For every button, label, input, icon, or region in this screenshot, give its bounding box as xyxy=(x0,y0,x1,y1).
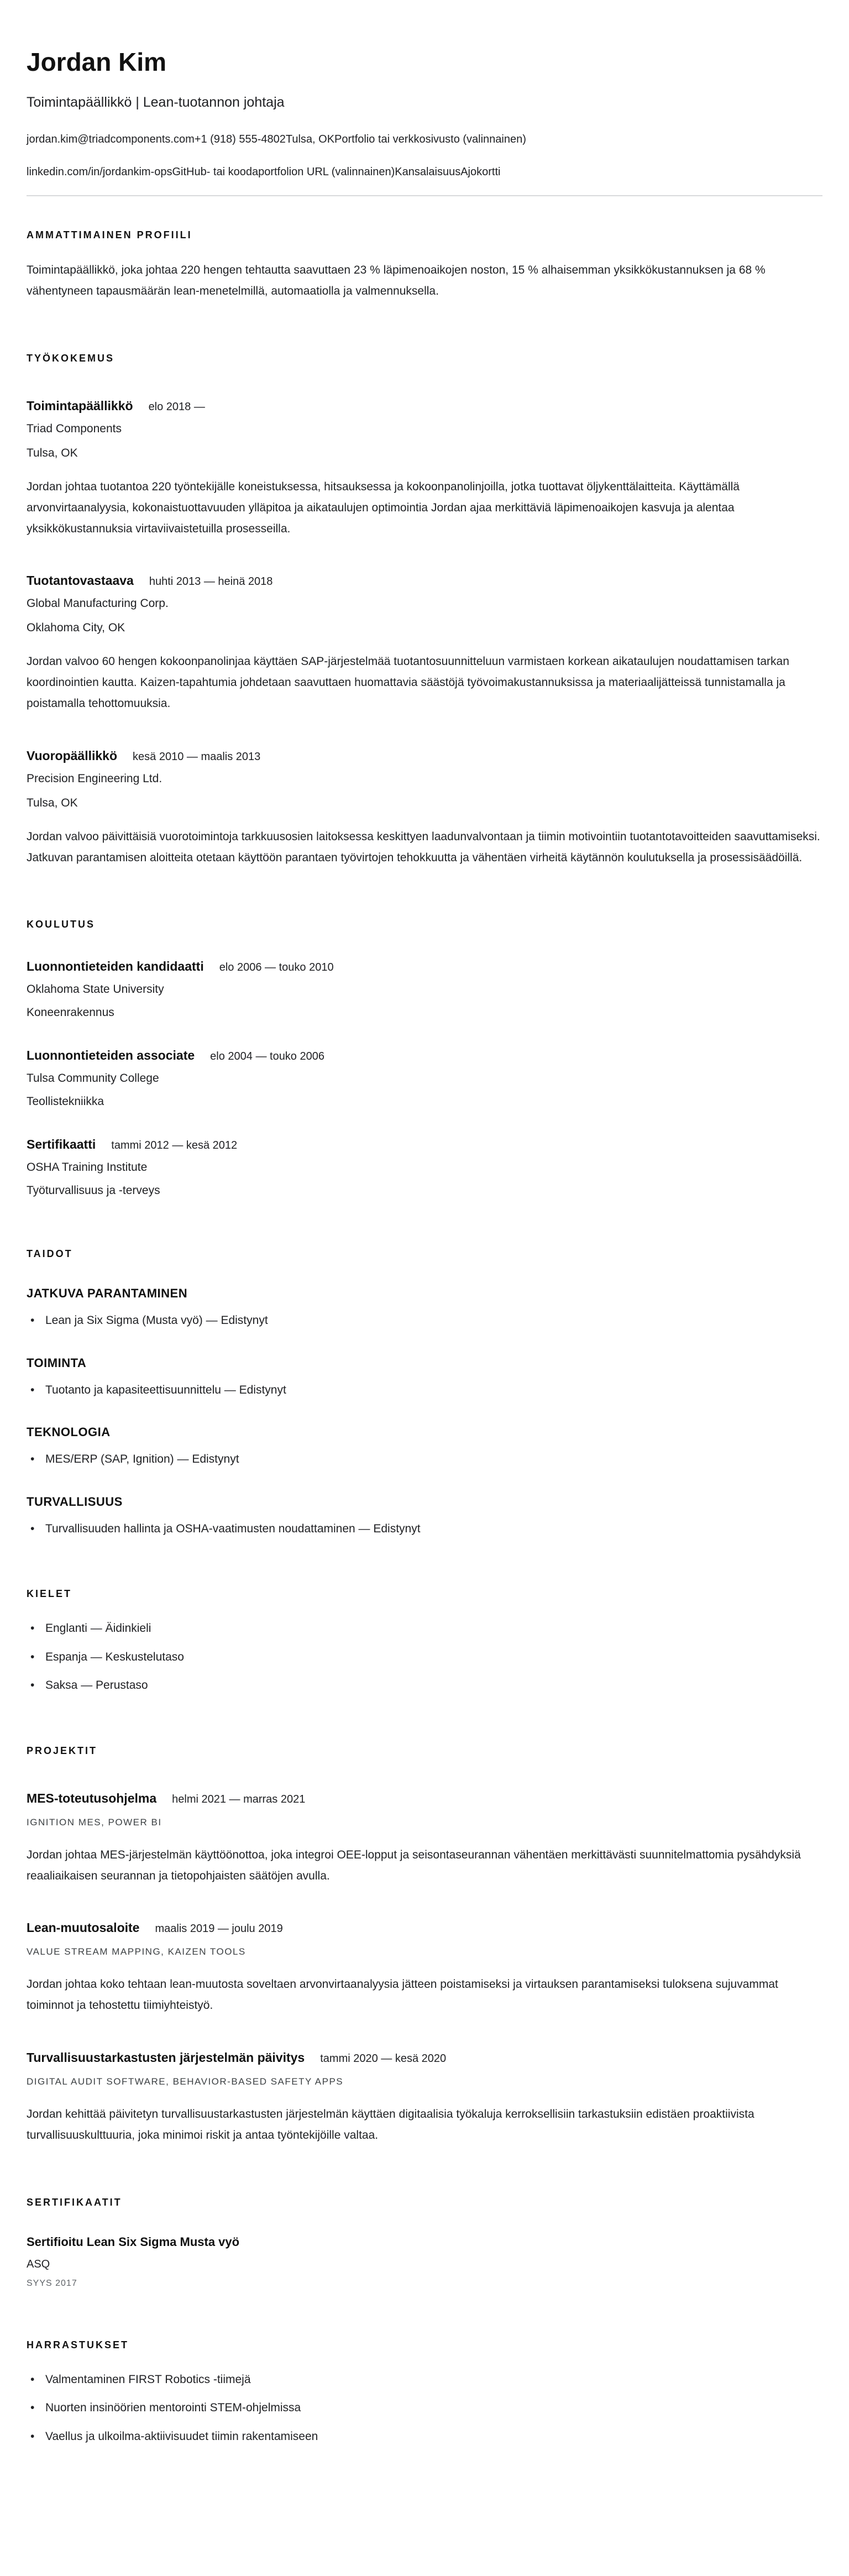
education-header xyxy=(27,1137,822,1152)
job-company: Global Manufacturing Corp. xyxy=(27,597,169,610)
skill-group-name: JATKUVA PARANTAMINEN xyxy=(27,1286,188,1301)
job-title: Toimintapäällikkö xyxy=(27,398,133,413)
field-of-study: Työturvallisuus ja -terveys xyxy=(27,1184,160,1197)
job-header xyxy=(27,573,822,588)
project-header xyxy=(27,1791,822,1806)
language-item: • Englanti — Äidinkieli xyxy=(27,1620,822,1637)
job-title: Tuotantovastaava xyxy=(27,573,134,588)
hobby-list xyxy=(27,2371,822,2446)
school-name: Oklahoma State University xyxy=(27,983,164,996)
project-header xyxy=(27,1920,822,1935)
education-entry xyxy=(27,1137,822,1197)
job-dates: kesä 2010 — maalis 2013 xyxy=(133,750,261,763)
skill-list xyxy=(27,1381,822,1399)
degree-dates: elo 2006 — touko 2010 xyxy=(219,961,334,974)
skill-list xyxy=(27,1312,822,1329)
skill-group xyxy=(27,1495,822,1538)
skill-group xyxy=(27,1425,822,1468)
header-divider xyxy=(27,195,822,196)
section-heading-education: KOULUTUS xyxy=(27,919,95,930)
section-heading-certifications: SERTIFIKAATIT xyxy=(27,2196,122,2208)
degree-title: Luonnontieteiden kandidaatti xyxy=(27,959,204,974)
job-description: Jordan valvoo päivittäisiä vuorotoimintoja tarkkuusosien laitoksessa keskittyen laadunvalvontaan ja tiimin motivointiin tuotantotavoitteiden saavuttamiseksi. Jatkuvan parantamisen aloitteita otetaan käyttöön parantaen työvirtojen tehokkuutta ja vähentäen virheitä käytännön koulutuksella ja prosessisäädöillä. xyxy=(27,830,820,864)
project-title: Turvallisuustarkastusten järjestelmän päivitys xyxy=(27,2050,305,2065)
degree-dates: tammi 2012 — kesä 2012 xyxy=(111,1139,238,1152)
project-entry xyxy=(27,2050,822,2146)
education-header xyxy=(27,959,822,974)
section-certifications xyxy=(27,2197,822,2289)
section-experience xyxy=(27,353,822,868)
section-heading-profile: AMMATTIMAINEN PROFIILI xyxy=(27,229,192,241)
certification-issuer: ASQ xyxy=(27,2258,50,2270)
job-entry xyxy=(27,748,822,868)
education-entry xyxy=(27,1048,822,1108)
job-location: Tulsa, OK xyxy=(27,796,78,809)
section-heading-skills: TAIDOT xyxy=(27,1248,73,1260)
hobby-item: • Nuorten insinöörien mentorointi STEM-ohjelmissa xyxy=(27,2399,822,2417)
skill-item: • Lean ja Six Sigma (Musta vyö) — Edistynyt xyxy=(27,1312,822,1329)
project-entry xyxy=(27,1920,822,2016)
skill-item: • Tuotanto ja kapasiteettisuunnittelu — Edistynyt xyxy=(27,1381,822,1399)
job-header xyxy=(27,748,822,763)
education-entry xyxy=(27,959,822,1019)
job-title: Vuoropäällikkö xyxy=(27,748,118,763)
project-title: Lean-muutosaloite xyxy=(27,1920,140,1935)
section-heading-hobbies: HARRASTUKSET xyxy=(27,2339,129,2350)
project-tools: DIGITAL AUDIT SOFTWARE, BEHAVIOR-BASED SAFETY APPS xyxy=(27,2076,344,2087)
project-header xyxy=(27,2050,822,2065)
project-entry xyxy=(27,1791,822,1887)
job-location: Tulsa, OK xyxy=(27,446,78,459)
job-dates: huhti 2013 — heinä 2018 xyxy=(149,575,273,588)
language-item: • Saksa — Perustaso xyxy=(27,1677,822,1694)
contact-line-1: jordan.kim@triadcomponents.com+1 (918) 555-4802Tulsa, OKPortfolio tai verkkosivusto (valinnainen) xyxy=(27,133,526,146)
page-title: Jordan Kim xyxy=(27,48,167,76)
headline: Toimintapäällikkö | Lean-tuotannon johtaja xyxy=(27,94,285,110)
education-header xyxy=(27,1048,822,1063)
job-entry xyxy=(27,573,822,714)
resume-header xyxy=(27,48,822,179)
project-description: Jordan kehittää päivitetyn turvallisuustarkastusten järjestelmän käyttäen digitaalisia työkaluja kerroksellisiin tarkastuksiin edistäen proaktiivista turvallisuuskulttuuria, joka minimoi riskit ja antaa työntekijöille valtaa. xyxy=(27,2108,754,2142)
job-header xyxy=(27,399,822,413)
skill-group-name: TEKNOLOGIA xyxy=(27,1425,111,1439)
field-of-study: Koneenrakennus xyxy=(27,1006,114,1019)
project-description: Jordan johtaa MES-järjestelmän käyttöönottoa, joka integroi OEE-lopput ja seisontaseurannan vähentäen merkittävästi suunnitelmattomia pysähdyksiä reaaliaikaisen seurannan ja tietopohjaisten säätöjen avulla. xyxy=(27,1848,801,1882)
skill-group-name: TURVALLISUUS xyxy=(27,1494,123,1509)
language-item: • Espanja — Keskustelutaso xyxy=(27,1648,822,1666)
certification-date: SYYS 2017 xyxy=(27,2278,77,2288)
language-list xyxy=(27,1620,822,1694)
project-dates: tammi 2020 — kesä 2020 xyxy=(320,2053,447,2065)
section-skills xyxy=(27,1248,822,1537)
degree-dates: elo 2004 — touko 2006 xyxy=(210,1050,324,1063)
section-hobbies xyxy=(27,2339,822,2446)
project-tools: IGNITION MES, POWER BI xyxy=(27,1816,162,1828)
resume-page xyxy=(27,48,822,2445)
skill-item: • MES/ERP (SAP, Ignition) — Edistynyt xyxy=(27,1451,822,1468)
project-tools: VALUE STREAM MAPPING, KAIZEN TOOLS xyxy=(27,1946,246,1957)
field-of-study: Teollistekniikka xyxy=(27,1095,104,1108)
contact-line-2: linkedin.com/in/jordankim-opsGitHub- tai koodaportfolion URL (valinnainen)KansalaisuusAjokortti xyxy=(27,166,501,179)
job-company: Triad Components xyxy=(27,422,122,435)
section-education xyxy=(27,919,822,1197)
job-location: Oklahoma City, OK xyxy=(27,621,125,635)
job-entry xyxy=(27,399,822,539)
skill-list xyxy=(27,1451,822,1468)
profile-summary: Toimintapäällikkö, joka johtaa 220 hengen tehtautta saavuttaen 23 % läpimenoaikojen noston, 15 % alhaisemman yksikkökustannuksen ja 68 % vähentyneen tapausmäärän lean-menetelmillä, automaatiolla ja valmennuksella. xyxy=(27,264,766,298)
degree-title: Luonnontieteiden associate xyxy=(27,1048,195,1063)
project-dates: maalis 2019 — joulu 2019 xyxy=(155,1923,283,1935)
skill-list xyxy=(27,1520,822,1538)
project-title: MES-toteutusohjelma xyxy=(27,1790,157,1805)
skill-group xyxy=(27,1286,822,1329)
section-projects xyxy=(27,1745,822,2146)
section-heading-projects: PROJEKTIT xyxy=(27,1745,98,1756)
job-description: Jordan valvoo 60 hengen kokoonpanolinjaa käyttäen SAP-järjestelmää tuotantosuunnitteluun varmistaen korkean aikataulujen noudattamisen tarkan koordinointien kautta. Kaizen-tapahtumia johdetaan saavuttaen huomattavia säästöjä työvoimakustannuksissa ja materiaalijätteissä tunnistamalla ja poistamalla tehottomuuksia. xyxy=(27,655,789,710)
job-description: Jordan johtaa tuotantoa 220 työntekijälle koneistuksessa, hitsauksessa ja kokoonpanolinjoilla, jotka tuottavat öljykenttälaitteita. Käyttämällä arvonvirtaanalyysia, kokonaistuottavuuden ylläpitoa ja aikataulujen optimointia Jordan ajaa merkittäviä läpimenoaikojen kasvuja ja alentaa yksikkökustannuksia virtaviivaistetuilla prosesseilla. xyxy=(27,480,740,535)
section-profile xyxy=(27,229,822,302)
section-heading-experience: TYÖKOKEMUS xyxy=(27,352,115,364)
job-company: Precision Engineering Ltd. xyxy=(27,772,163,785)
school-name: Tulsa Community College xyxy=(27,1072,159,1085)
hobby-item: • Valmentaminen FIRST Robotics -tiimejä xyxy=(27,2371,822,2389)
hobby-item: • Vaellus ja ulkoilma-aktiivisuudet tiimin rakentamiseen xyxy=(27,2428,822,2446)
project-description: Jordan johtaa koko tehtaan lean-muutosta soveltaen arvonvirtaanalyysia jätteen poistamiseksi ja virtauksen parantamiseksi tuloksena sujuvammat toiminnot ja tehostettu tiimiyhteistyö. xyxy=(27,1978,778,2012)
job-dates: elo 2018 — xyxy=(148,400,205,413)
section-languages xyxy=(27,1588,822,1694)
certification-entry xyxy=(27,2235,822,2289)
school-name: OSHA Training Institute xyxy=(27,1161,148,1174)
skill-group xyxy=(27,1356,822,1399)
skill-group-name: TOIMINTA xyxy=(27,1355,87,1370)
project-dates: helmi 2021 — marras 2021 xyxy=(172,1793,306,1805)
degree-title: Sertifikaatti xyxy=(27,1137,96,1152)
certification-name: Sertifioitu Lean Six Sigma Musta vyö xyxy=(27,2234,240,2249)
skill-item: • Turvallisuuden hallinta ja OSHA-vaatimusten noudattaminen — Edistynyt xyxy=(27,1520,822,1538)
section-heading-languages: KIELET xyxy=(27,1588,72,1600)
